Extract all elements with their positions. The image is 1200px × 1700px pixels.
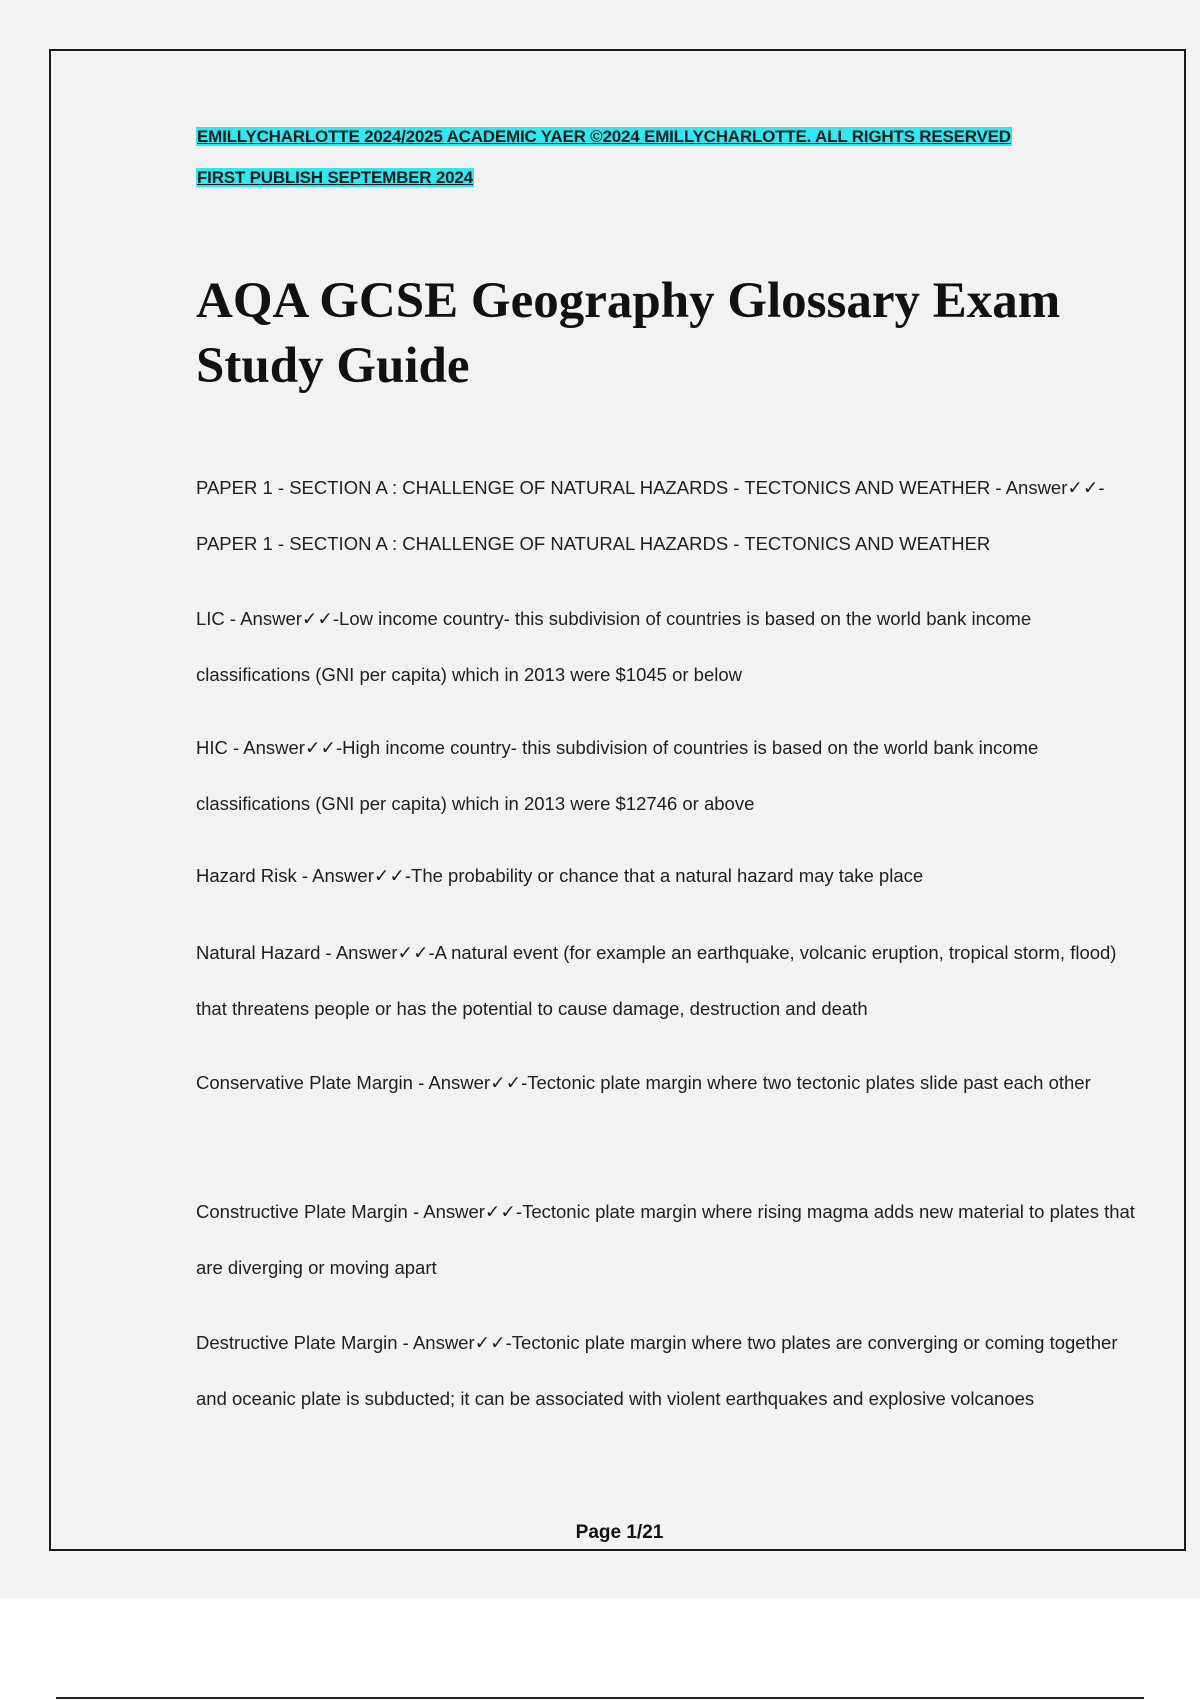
glossary-entry-destructive-margin: Destructive Plate Margin - Answer✓✓-Tectonic plate margin where two plates are converging or coming together and oceanic plate is subducted; it can be associated with violent earthquakes and explosive volcanoes [196, 1332, 1118, 1409]
glossary-entry-hic: HIC - Answer✓✓-High income country- this subdivision of countries is based on the world bank income classifications (GNI per capita) which in 2013 were $12746 or above [196, 737, 1039, 814]
glossary-entry-constructive-margin: Constructive Plate Margin - Answer✓✓-Tectonic plate margin where rising magma adds new material to plates that are diverging or moving apart [196, 1201, 1135, 1278]
document-page [49, 49, 1186, 1551]
glossary-entry-lic: LIC - Answer✓✓-Low income country- this subdivision of countries is based on the world bank income classifications (GNI per capita) which in 2013 were $1045 or below [196, 608, 1032, 685]
next-page-top-rule [56, 1697, 1144, 1699]
page-number: Page 1/21 [575, 1522, 664, 1543]
glossary-entry-natural-hazard: Natural Hazard - Answer✓✓-A natural event (for example an earthquake, volcanic eruption, tropical storm, flood) that threatens people or has the potential to cause damage, destruction and death [196, 942, 1117, 1019]
publish-date-text: FIRST PUBLISH SEPTEMBER 2024 [197, 168, 473, 187]
copyright-header-line-1 [196, 126, 1012, 148]
next-page-sheet [0, 1598, 1200, 1700]
copyright-header-text: EMILLYCHARLOTTE 2024/2025 ACADEMIC YAER ©2024 EMILLYCHARLOTTE. ALL RIGHTS RESERVED [197, 127, 1011, 146]
document-title: AQA GCSE Geography Glossary Exam Study Guide [196, 273, 1061, 394]
glossary-entry-conservative-margin: Conservative Plate Margin - Answer✓✓-Tectonic plate margin where two tectonic plates slide past each other [196, 1072, 1091, 1093]
copyright-header-line-2 [196, 167, 474, 189]
glossary-entry-paper-section: PAPER 1 - SECTION A : CHALLENGE OF NATURAL HAZARDS - TECTONICS AND WEATHER - Answer✓✓-PAPER 1 - SECTION A : CHALLENGE OF NATURAL HAZARDS - TECTONICS AND WEATHER [196, 477, 1105, 554]
glossary-entry-hazard-risk: Hazard Risk - Answer✓✓-The probability or chance that a natural hazard may take place [196, 865, 924, 886]
